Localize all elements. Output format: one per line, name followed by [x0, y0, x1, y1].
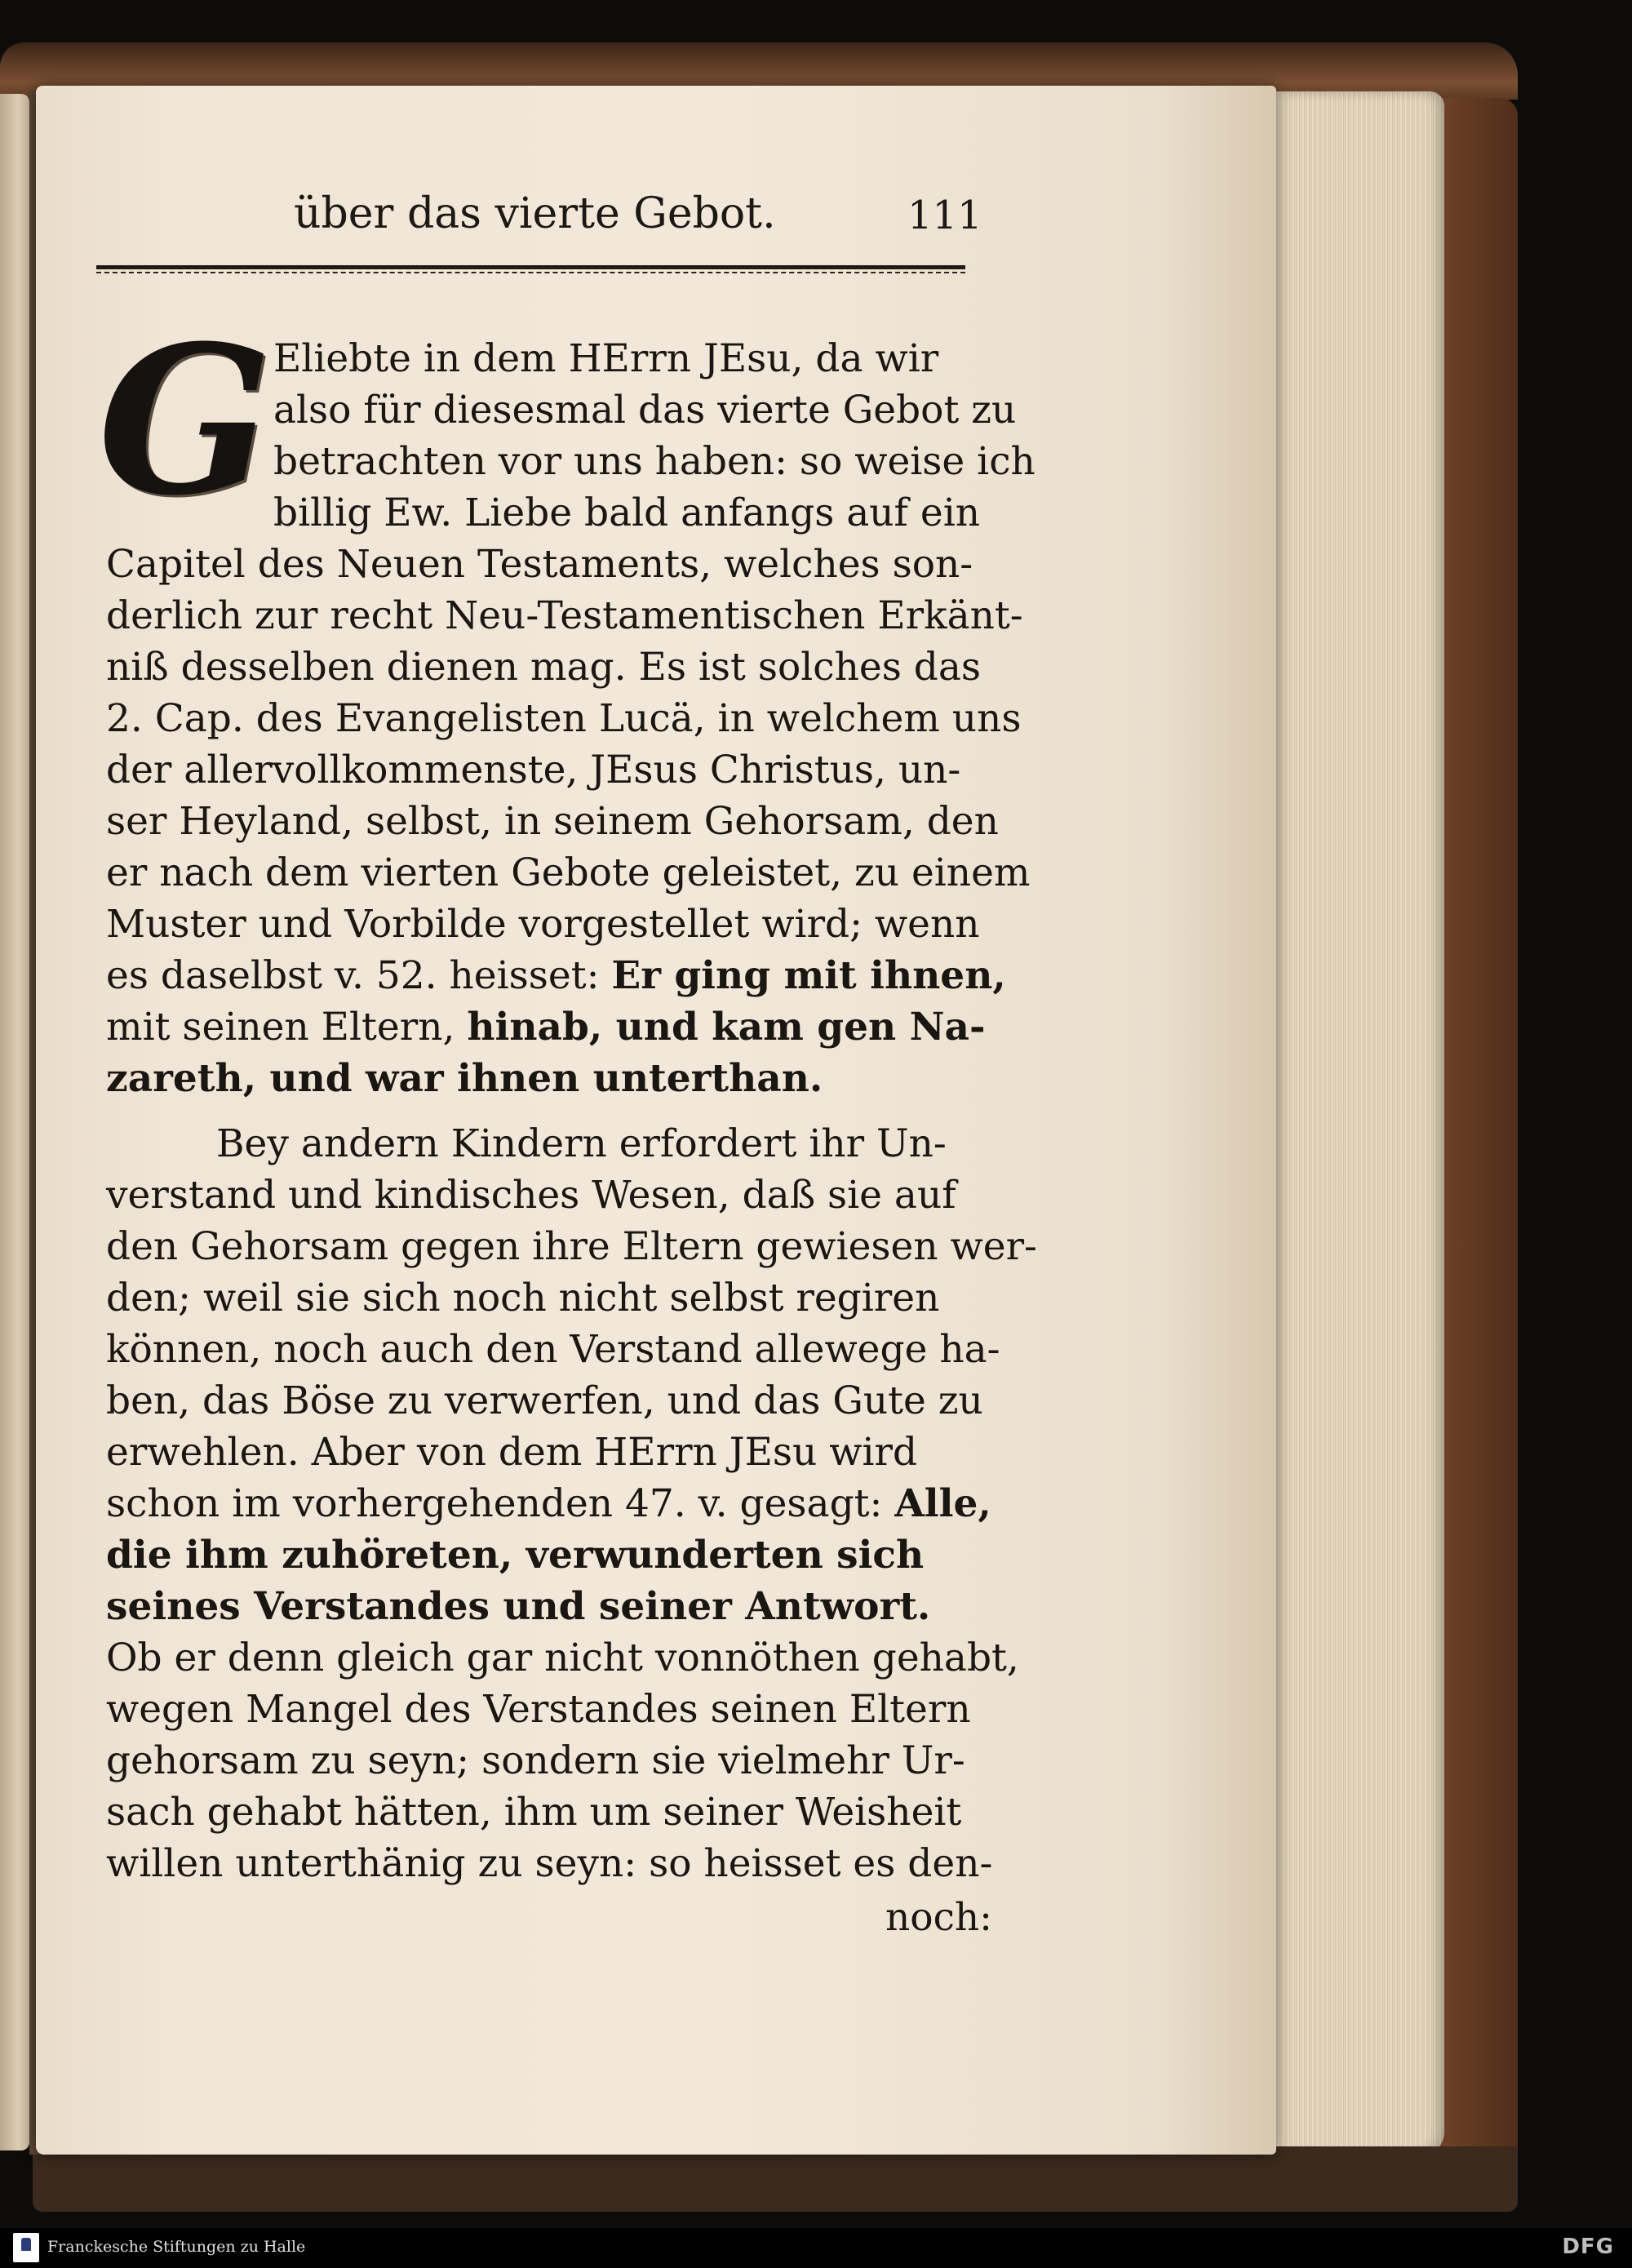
text-line: Capitel des Neuen Testaments, welches son-: [106, 542, 973, 587]
funder-logo: DFG: [1562, 2235, 1614, 2259]
text-span: es daselbst v. 52. heisset:: [106, 953, 600, 998]
text-line: gehorsam zu seyn; sondern sie vielmehr Ur-: [106, 1738, 965, 1783]
quoted-text: Alle,: [894, 1481, 991, 1526]
header-rule-dashed: [96, 272, 965, 273]
institution-name: Franckesche Stiftungen zu Halle: [47, 2238, 306, 2256]
text-line: den Gehorsam gegen ihre Eltern gewiesen wer-: [106, 1224, 1037, 1269]
text-line: derlich zur recht Neu-Testamentischen Erkänt-: [106, 593, 1023, 638]
text-line: willen unterthänig zu seyn: so heisset es den-: [106, 1841, 993, 1886]
footer-bar: [0, 2228, 1632, 2268]
text-line: Eliebte in dem HErrn JEsu, da wir: [273, 336, 939, 381]
text-line: erwehlen. Aber von dem HErrn JEsu wird: [106, 1430, 918, 1475]
quoted-text-line: die ihm zuhöreten, verwunderten sich: [106, 1533, 925, 1578]
text-line: niß desselben dienen mag. Es ist solches das: [106, 645, 982, 690]
text-line: ben, das Böse zu verwerfen, und das Gute zu: [106, 1378, 983, 1423]
catchword: noch:: [885, 1895, 992, 1940]
text-line: Ob er denn gleich gar nicht vonnöthen gehabt,: [106, 1636, 1019, 1680]
page-number: 111: [907, 193, 982, 238]
text-span: schon im vorhergehenden 47. v. gesagt:: [106, 1481, 883, 1526]
quoted-text: hinab, und kam gen Na-: [467, 1005, 986, 1050]
text-line: also für diesesmal das vierte Gebot zu: [273, 388, 1017, 433]
text-line: [106, 952, 1006, 1001]
text-line: [106, 1003, 986, 1052]
running-head: über das vierte Gebot.: [294, 189, 776, 238]
text-line: verstand und kindisches Wesen, daß sie auf: [106, 1173, 956, 1218]
text-line: Bey andern Kindern erfordert ihr Un-: [216, 1121, 947, 1166]
text-line: billig Ew. Liebe bald anfangs auf ein: [273, 490, 981, 535]
text-span: mit seinen Eltern,: [106, 1005, 455, 1050]
header-rule: [96, 265, 965, 269]
text-line: der allervollkommenste, JEsus Christus, un-: [106, 748, 961, 792]
left-page-edge: [0, 94, 29, 2150]
text-line: sach gehabt hätten, ihm um seiner Weisheit: [106, 1790, 962, 1835]
quoted-text-line: seines Verstandes und seiner Antwort.: [106, 1584, 931, 1629]
text-line: er nach dem vierten Gebote geleistet, zu einem: [106, 850, 1031, 895]
text-line: wegen Mangel des Verstandes seinen Eltern: [106, 1687, 971, 1732]
text-line: ser Heyland, selbst, in seinem Gehorsam, den: [106, 799, 999, 844]
text-line: können, noch auch den Verstand allewege ha-: [106, 1327, 1000, 1372]
text-line: 2. Cap. des Evangelisten Lucä, in welchem uns: [106, 696, 1022, 741]
institution-logo-icon: [13, 2233, 39, 2262]
decorated-initial: G: [98, 300, 273, 540]
book-bottom: [33, 2146, 1518, 2212]
text-line: Muster und Vorbilde vorgestellet wird; wenn: [106, 902, 980, 947]
text-line: den; weil sie sich noch nicht selbst regiren: [106, 1276, 940, 1320]
text-line: betrachten vor uns haben: so weise ich: [273, 439, 1036, 484]
text-line: [106, 1480, 991, 1529]
quoted-text-line: zareth, und war ihnen unterthan.: [106, 1056, 823, 1101]
quoted-text: Er ging mit ihnen,: [611, 953, 1006, 998]
